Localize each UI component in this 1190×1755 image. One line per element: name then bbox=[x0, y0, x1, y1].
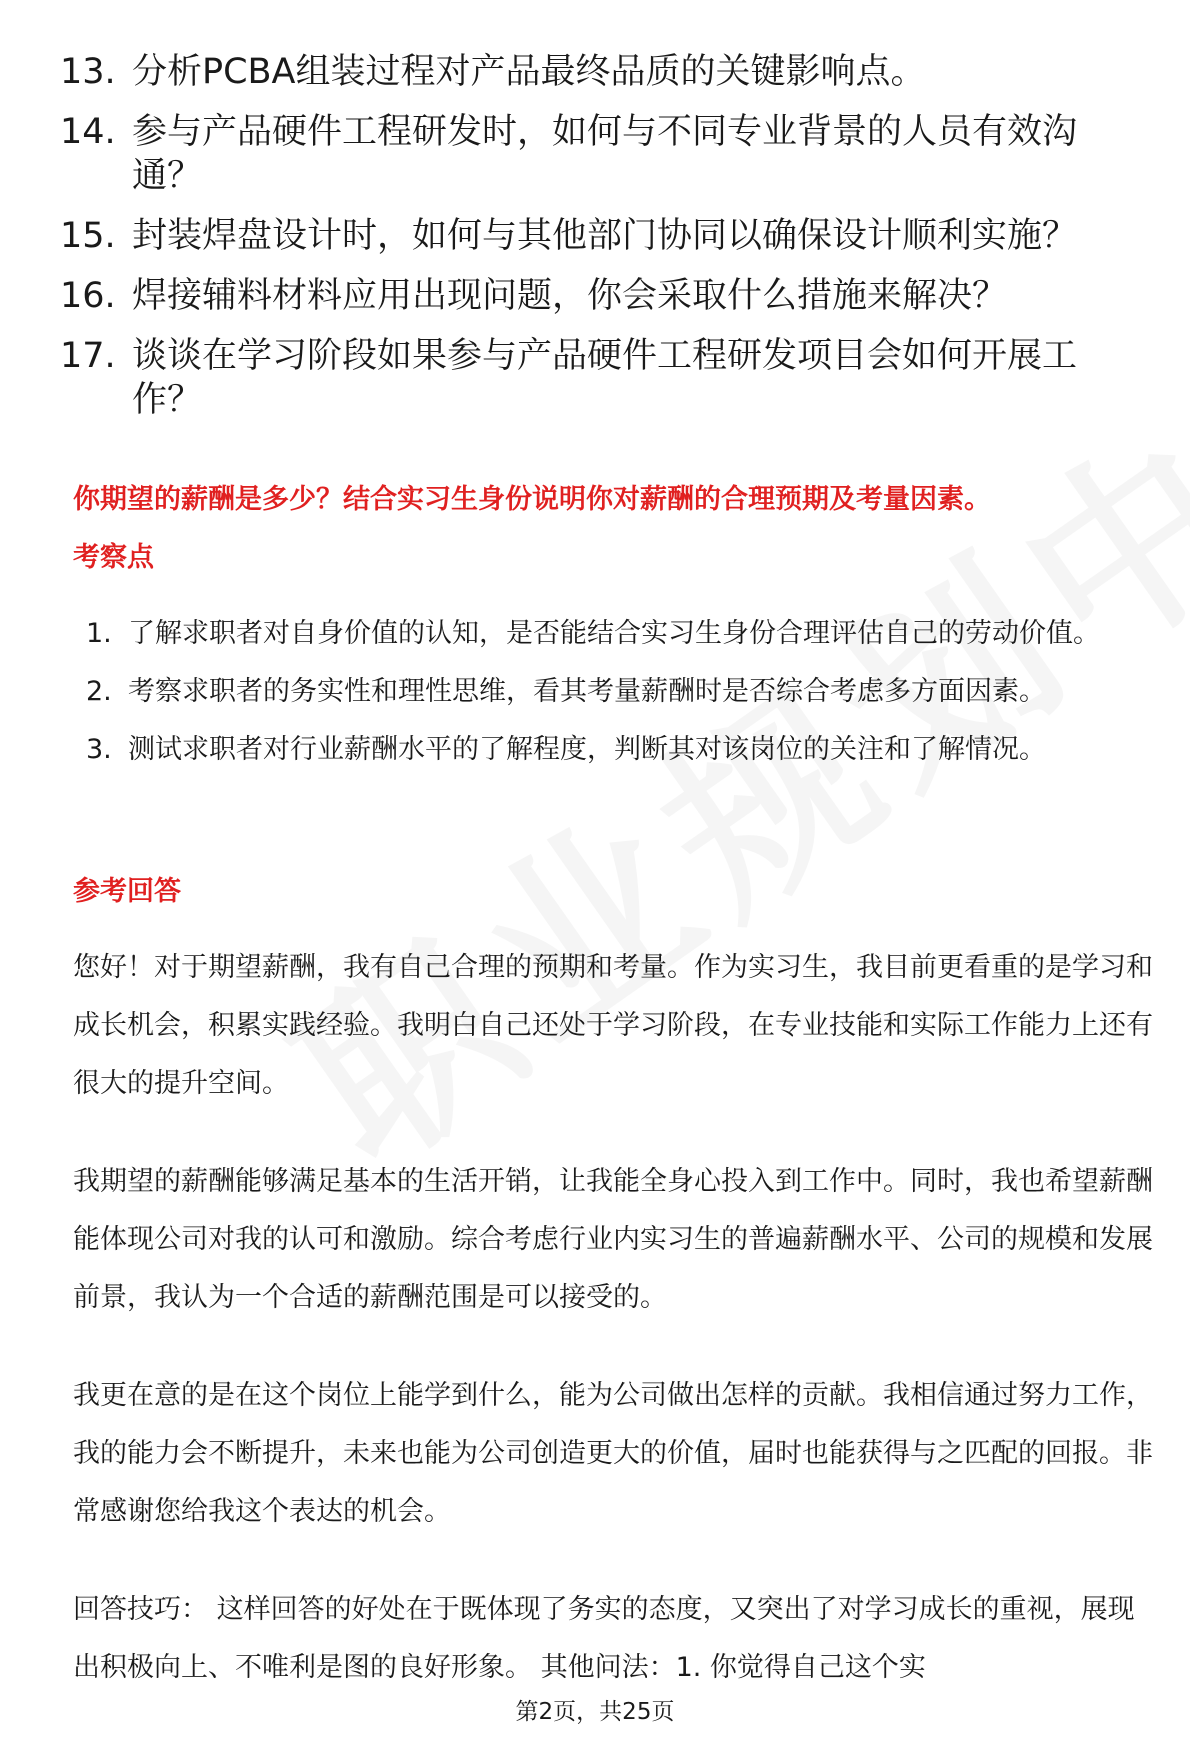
question-text: 封装焊盘设计时，如何与其他部门协同以确保设计顺利实施？ bbox=[132, 216, 1078, 256]
exam-point-text: 测试求职者对行业薪酬水平的了解程度，判断其对该岗位的关注和了解情况。 bbox=[128, 734, 1046, 765]
question-number: 17. bbox=[60, 336, 116, 376]
question-item bbox=[60, 50, 1140, 94]
page-footer: 第2页，共25页 bbox=[515, 1699, 675, 1725]
exam-point-item bbox=[86, 663, 1146, 721]
salary-question-heading: 你期望的薪酬是多少？结合实习生身份说明你对薪酬的合理预期及考量因素。 bbox=[73, 484, 991, 515]
question-list bbox=[60, 50, 1140, 438]
answer-paragraph: 我期望的薪酬能够满足基本的生活开销，让我能全身心投入到工作中。同时，我也希望薪酬能体现公司对我的认可和激励。综合考虑行业内实习生的普遍薪酬水平、公司的规模和发展前景，我认为一个合适的薪酬范围是可以接受的。 bbox=[73, 1166, 1153, 1313]
exam-point-text: 了解求职者对自身价值的认知，是否能结合实习生身份合理评估自己的劳动价值。 bbox=[128, 618, 1100, 649]
exam-point-item bbox=[86, 721, 1146, 779]
exam-point-item bbox=[86, 605, 1146, 663]
exam-point-number: 2. bbox=[86, 676, 112, 707]
exam-point-number: 3. bbox=[86, 734, 112, 765]
exam-point-text: 考察求职者的务实性和理性思维，看其考量薪酬时是否综合考虑多方面因素。 bbox=[128, 676, 1046, 707]
answer-heading: 参考回答 bbox=[73, 876, 181, 907]
answer-paragraph: 您好！对于期望薪酬，我有自己合理的预期和考量。作为实习生，我目前更看重的是学习和成长机会，积累实践经验。我明白自己还处于学习阶段，在专业技能和实际工作能力上还有很大的提升空间。 bbox=[73, 952, 1153, 1099]
question-number: 13. bbox=[60, 52, 116, 92]
question-number: 16. bbox=[60, 276, 116, 316]
exam-point-number: 1. bbox=[86, 618, 112, 649]
answer-tips-paragraph: 回答技巧： 这样回答的好处在于既体现了务实的态度，又突出了对学习成长的重视，展现出积极向上、不唯利是图的良好形象。 其他问法：1. 你觉得自己这个实 bbox=[73, 1594, 1135, 1683]
question-text: 焊接辅料材料应用出现问题，你会采取什么措施来解决？ bbox=[132, 276, 1008, 316]
question-item bbox=[60, 274, 1140, 318]
question-item bbox=[60, 110, 1140, 198]
question-text: 分析PCBA组装过程对产品最终品质的关键影响点。 bbox=[132, 52, 926, 92]
question-item bbox=[60, 334, 1140, 422]
question-text: 参与产品硬件工程研发时，如何与不同专业背景的人员有效沟通？ bbox=[132, 112, 1078, 196]
question-item bbox=[60, 214, 1140, 258]
exam-points-list bbox=[86, 605, 1146, 779]
question-number: 14. bbox=[60, 112, 116, 152]
answer-paragraph: 我更在意的是在这个岗位上能学到什么，能为公司做出怎样的贡献。我相信通过努力工作，我的能力会不断提升，未来也能为公司创造更大的价值，届时也能获得与之匹配的回报。非常感谢您给我这个表达的机会。 bbox=[73, 1380, 1153, 1527]
question-number: 15. bbox=[60, 216, 116, 256]
question-text: 谈谈在学习阶段如果参与产品硬件工程研发项目会如何开展工作？ bbox=[132, 336, 1078, 420]
exam-points-heading: 考察点 bbox=[73, 542, 154, 573]
